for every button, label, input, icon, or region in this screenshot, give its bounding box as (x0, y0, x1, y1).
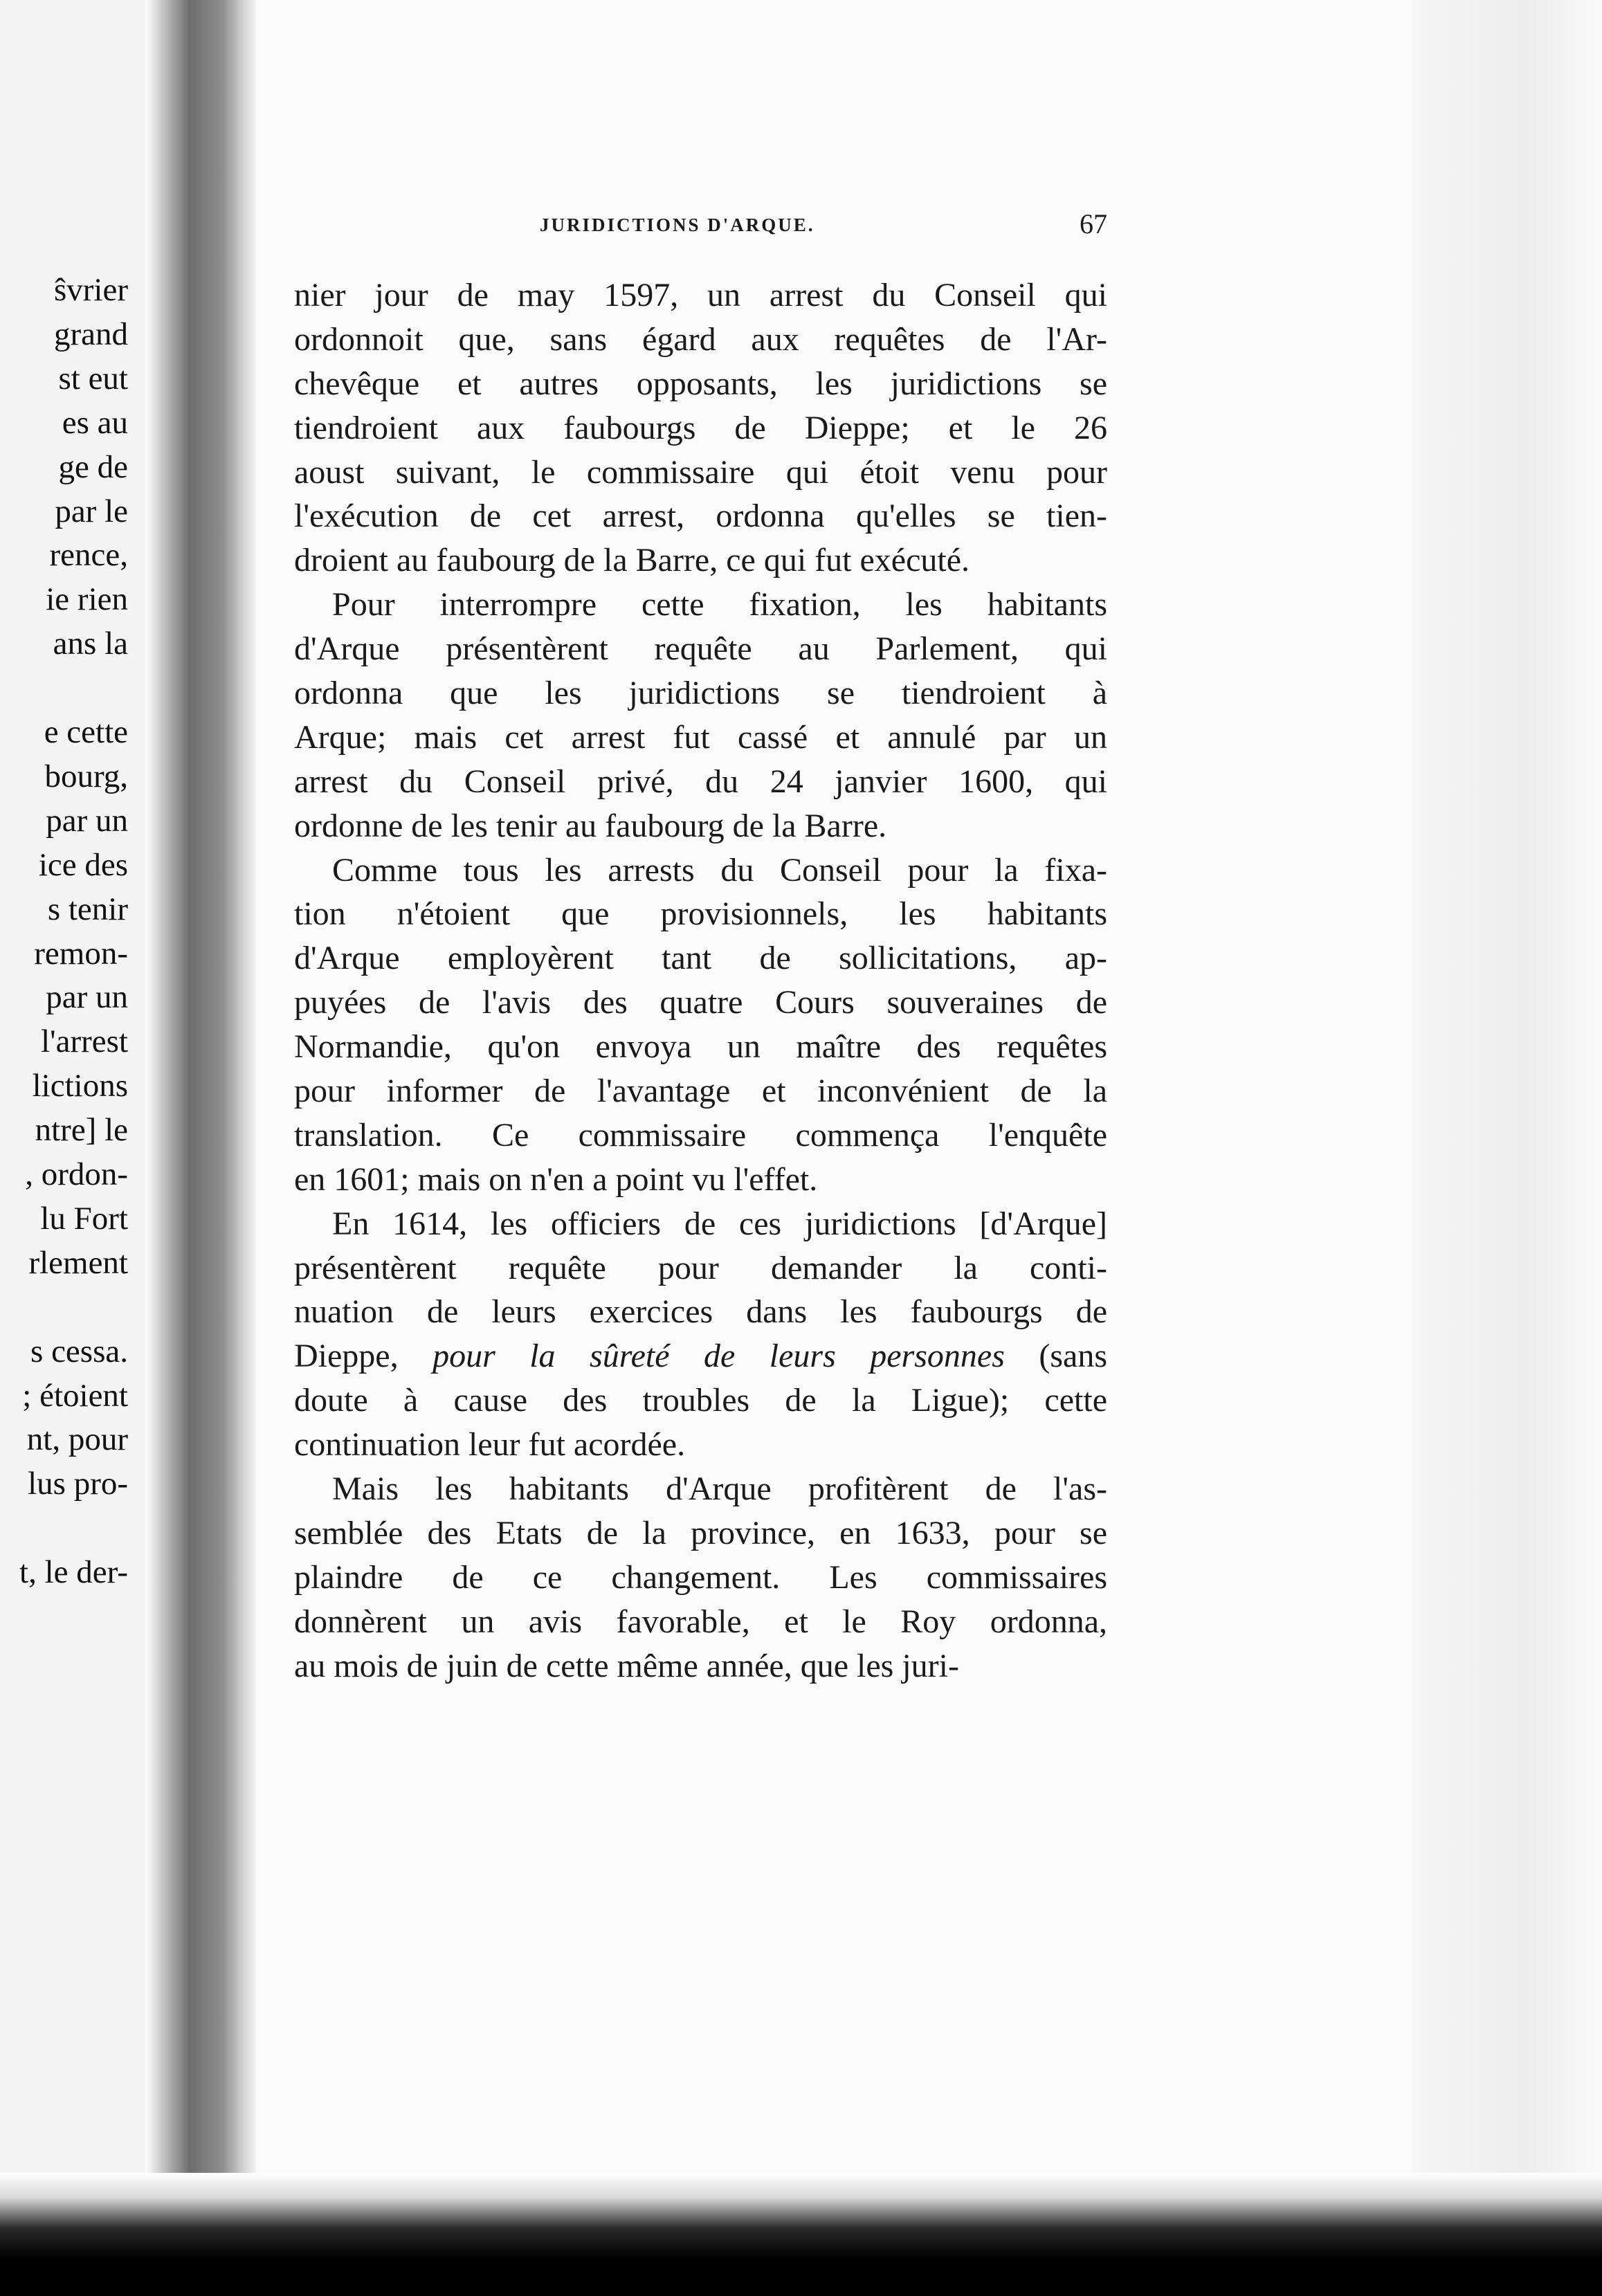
paragraph (294, 1467, 1107, 1688)
left-page-line: s cessa. (30, 1333, 128, 1369)
right-page-edge (1412, 0, 1602, 2296)
text-line: nuation de leurs exercices dans les faubourgs de (294, 1293, 1107, 1331)
left-page-line: par le (55, 493, 128, 529)
left-page-line: s tenir (47, 891, 128, 927)
left-page-line: ans la (53, 626, 128, 662)
left-page-line: ie rien (46, 581, 128, 618)
body-text (294, 273, 1107, 1688)
left-facing-page (0, 0, 170, 2296)
left-page-line: es au (62, 404, 128, 441)
text-line: chevêque et autres opposants, les juridictions se (294, 365, 1107, 402)
text-line: Normandie, qu'on envoya un maître des requêtes (294, 1028, 1107, 1066)
text-line: présentèrent requête pour demander la conti- (294, 1249, 1107, 1286)
text-line: semblée des Etats de la province, en 1633, pour se (294, 1514, 1107, 1551)
text-line: ordonne de les tenir au faubourg de la Barre. (294, 807, 887, 844)
text-line: au mois de juin de cette même année, que les juri- (294, 1647, 959, 1684)
text-line: plaindre de ce changement. Les commissaires (294, 1558, 1107, 1596)
running-head (294, 208, 1107, 249)
paragraph (294, 848, 1107, 1202)
page-number: 67 (1080, 208, 1107, 239)
left-page-line: lictions (32, 1068, 128, 1104)
text-line: Pour interrompre cette fixation, les habitants (332, 586, 1107, 623)
left-page-line: par un (46, 979, 128, 1016)
left-page-line: e cette (44, 714, 128, 750)
text-line: doute à cause des troubles de la Ligue); cette (294, 1382, 1107, 1419)
text-line: l'exécution de cet arrest, ordonna qu'elles se tien- (294, 498, 1107, 535)
left-page-line: , ordon- (25, 1156, 128, 1192)
paragraph (294, 1202, 1107, 1467)
paragraph (294, 273, 1107, 583)
text-line: arrest du Conseil privé, du 24 janvier 1600, qui (294, 763, 1107, 800)
text-line: aoust suivant, le commissaire qui étoit venu pour (294, 453, 1107, 491)
left-page-line: l'arrest (41, 1023, 128, 1060)
text-line: pour informer de l'avantage et inconvénient de la (294, 1073, 1107, 1110)
text-line: donnèrent un avis favorable, et le Roy ordonna, (294, 1603, 1107, 1640)
text-line: d'Arque employèrent tant de sollicitations, ap- (294, 940, 1107, 977)
left-page-line: rlement (28, 1244, 128, 1281)
text-line: en 1601; mais on n'en a point vu l'effet. (294, 1160, 818, 1198)
text-line: continuation leur fut acordée. (294, 1426, 686, 1464)
text-line: puyées de l'avis des quatre Cours souveraines de (294, 984, 1107, 1021)
text-line: Arque; mais cet arrest fut cassé et annulé par un (294, 718, 1107, 756)
left-page-line: grand (53, 316, 128, 352)
left-page-line: remon- (34, 935, 128, 972)
left-page-line: t, le der- (19, 1554, 128, 1591)
running-head-title: JURIDICTIONS D'ARQUE. (540, 215, 815, 235)
text-line: ordonna que les juridictions se tiendroient à (294, 675, 1107, 712)
left-page-line: ŝvrier (53, 272, 128, 308)
italic-phrase: pour la sûreté de leurs personnes (433, 1338, 1005, 1375)
left-page-line: ge de (58, 448, 128, 485)
text-line: nier jour de may 1597, un arrest du Conseil qui (294, 277, 1107, 313)
text-line: Dieppe, pour la sûreté de leurs personnes (sans (294, 1338, 1107, 1375)
text-line: Comme tous les arrests du Conseil pour la fixa- (332, 851, 1107, 889)
left-page-line: lus pro- (28, 1466, 128, 1502)
text-line: d'Arque présentèrent requête au Parlement, qui (294, 630, 1107, 668)
paragraph (294, 583, 1107, 848)
text-line: translation. Ce commissaire commença l'enquête (294, 1116, 1107, 1154)
text-line: En 1614, les officiers de ces juridictions [d'Arque] (332, 1205, 1107, 1242)
left-page-line: par un (46, 802, 128, 839)
left-page-line: bourg, (44, 758, 128, 794)
left-page-line: ice des (38, 846, 128, 883)
left-page-line: rence, (49, 537, 128, 574)
left-page-line: nt, pour (26, 1421, 128, 1458)
left-page-line: lu Fort (40, 1200, 128, 1237)
text-line: Mais les habitants d'Arque profitèrent de l'as- (332, 1470, 1107, 1508)
text-line: tiendroient aux faubourgs de Dieppe; et le 26 (294, 409, 1107, 446)
left-page-line: ntre] le (35, 1112, 128, 1149)
left-page-line: ; étoient (22, 1377, 128, 1414)
text-line: droient au faubourg de la Barre, ce qui fut exécuté. (294, 542, 970, 579)
text-line: ordonnoit que, sans égard aux requêtes de l'Ar- (294, 320, 1107, 358)
book-gutter-shadow (145, 0, 256, 2296)
scan-bottom-edge (0, 2173, 1602, 2296)
text-line: tion n'étoient que provisionnels, les habitants (294, 895, 1107, 933)
left-page-line: st eut (58, 360, 128, 397)
